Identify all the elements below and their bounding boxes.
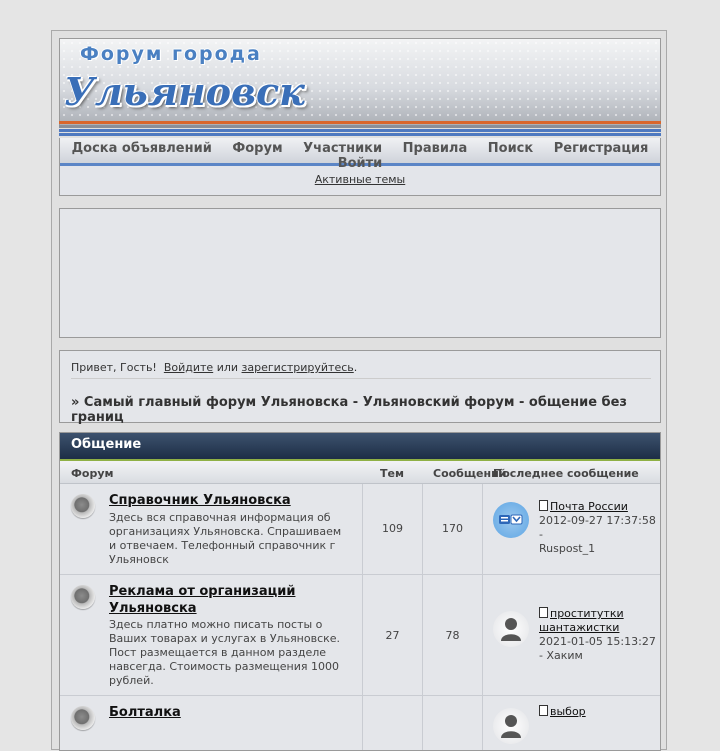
document-icon (539, 607, 548, 618)
nav-search[interactable]: Поиск (487, 141, 534, 156)
forum-status-icon (71, 585, 95, 609)
column-headers (60, 461, 660, 484)
greeting-dot: . (353, 361, 358, 374)
nav-forum[interactable]: Форум (232, 141, 283, 156)
col-topics: Тем (380, 467, 404, 480)
forum-row (60, 575, 660, 696)
forum-row (60, 696, 660, 751)
ad-placeholder (59, 208, 661, 338)
nav-register[interactable]: Регистрация (553, 141, 649, 156)
forum-description: Здесь платно можно писать посты о Ваших товарах и услугах в Ульяновске. Пост размещается в данном разделе навсегда. Стоимость размещения 1000 рублей. (109, 618, 341, 687)
forum-title[interactable]: Реклама от организаций Ульяновска (109, 584, 296, 616)
document-icon (539, 500, 548, 511)
document-icon (539, 705, 548, 716)
last-post-info (539, 705, 657, 719)
last-post-date: 2012-09-27 17:37:58 - (539, 514, 656, 541)
category-title[interactable]: Общение (60, 433, 660, 461)
banner-city-logo: Ульяновск (64, 69, 305, 114)
forum-title[interactable]: Болталка (109, 705, 181, 720)
forum-description: Здесь вся справочная информация об организациях Ульяновска. Спрашиваем и отвечаем. Телефонный справочник г Ульяновск (109, 511, 342, 566)
last-post-link[interactable]: проститутки шантажистки (539, 607, 624, 634)
forum-title[interactable]: Справочник Ульяновска (109, 493, 291, 508)
last-post-info (539, 500, 657, 556)
greeting-divider (71, 378, 651, 379)
active-topics-link[interactable]: Активные темы (314, 173, 406, 186)
breadcrumb[interactable]: » Самый главный форум Ульяновска - Ульяновский форум - общение без границ (71, 395, 627, 425)
nav-members[interactable]: Участники (303, 141, 383, 156)
user-silhouette-avatar-icon (493, 611, 529, 647)
category-block (59, 432, 661, 751)
main-nav (60, 138, 660, 171)
register-link[interactable]: зарегистрируйтесь (241, 361, 354, 374)
post-logo-avatar-icon (493, 502, 529, 538)
navigation-box (59, 138, 661, 196)
nav-rules[interactable]: Правила (402, 141, 468, 156)
col-forum: Форум (71, 467, 114, 480)
topics-count: 109 (382, 522, 403, 535)
last-post-user[interactable]: Ruspost_1 (539, 542, 596, 555)
login-link[interactable]: Войдите (163, 361, 214, 374)
col-posts: Сообщений (433, 467, 507, 480)
greeting-or: или (216, 361, 239, 374)
forum-status-icon (71, 494, 95, 518)
decorative-stripes (59, 121, 661, 139)
forum-row (60, 484, 660, 575)
nav-board[interactable]: Доска объявлений (71, 141, 212, 156)
greeting-box (59, 350, 661, 423)
col-last: Последнее сообщение (493, 467, 639, 480)
posts-count: 170 (442, 522, 463, 535)
last-post-date: 2021-01-05 15:13:27 - Хаким (539, 635, 656, 662)
banner-subtitle: Форум города (80, 43, 262, 65)
page-container (51, 30, 667, 750)
greeting-line (71, 361, 357, 374)
greeting-text: Привет, Гость! (71, 361, 157, 374)
forum-banner[interactable] (59, 38, 661, 128)
user-silhouette-avatar-icon (493, 708, 529, 744)
last-post-link[interactable]: выбор (550, 705, 586, 718)
posts-count: 78 (445, 629, 460, 642)
forum-status-icon (71, 706, 95, 730)
last-post-link[interactable]: Почта России (550, 500, 628, 513)
topics-count: 27 (385, 629, 400, 642)
nav-login[interactable]: Войти (337, 156, 383, 171)
last-post-info (539, 607, 657, 663)
